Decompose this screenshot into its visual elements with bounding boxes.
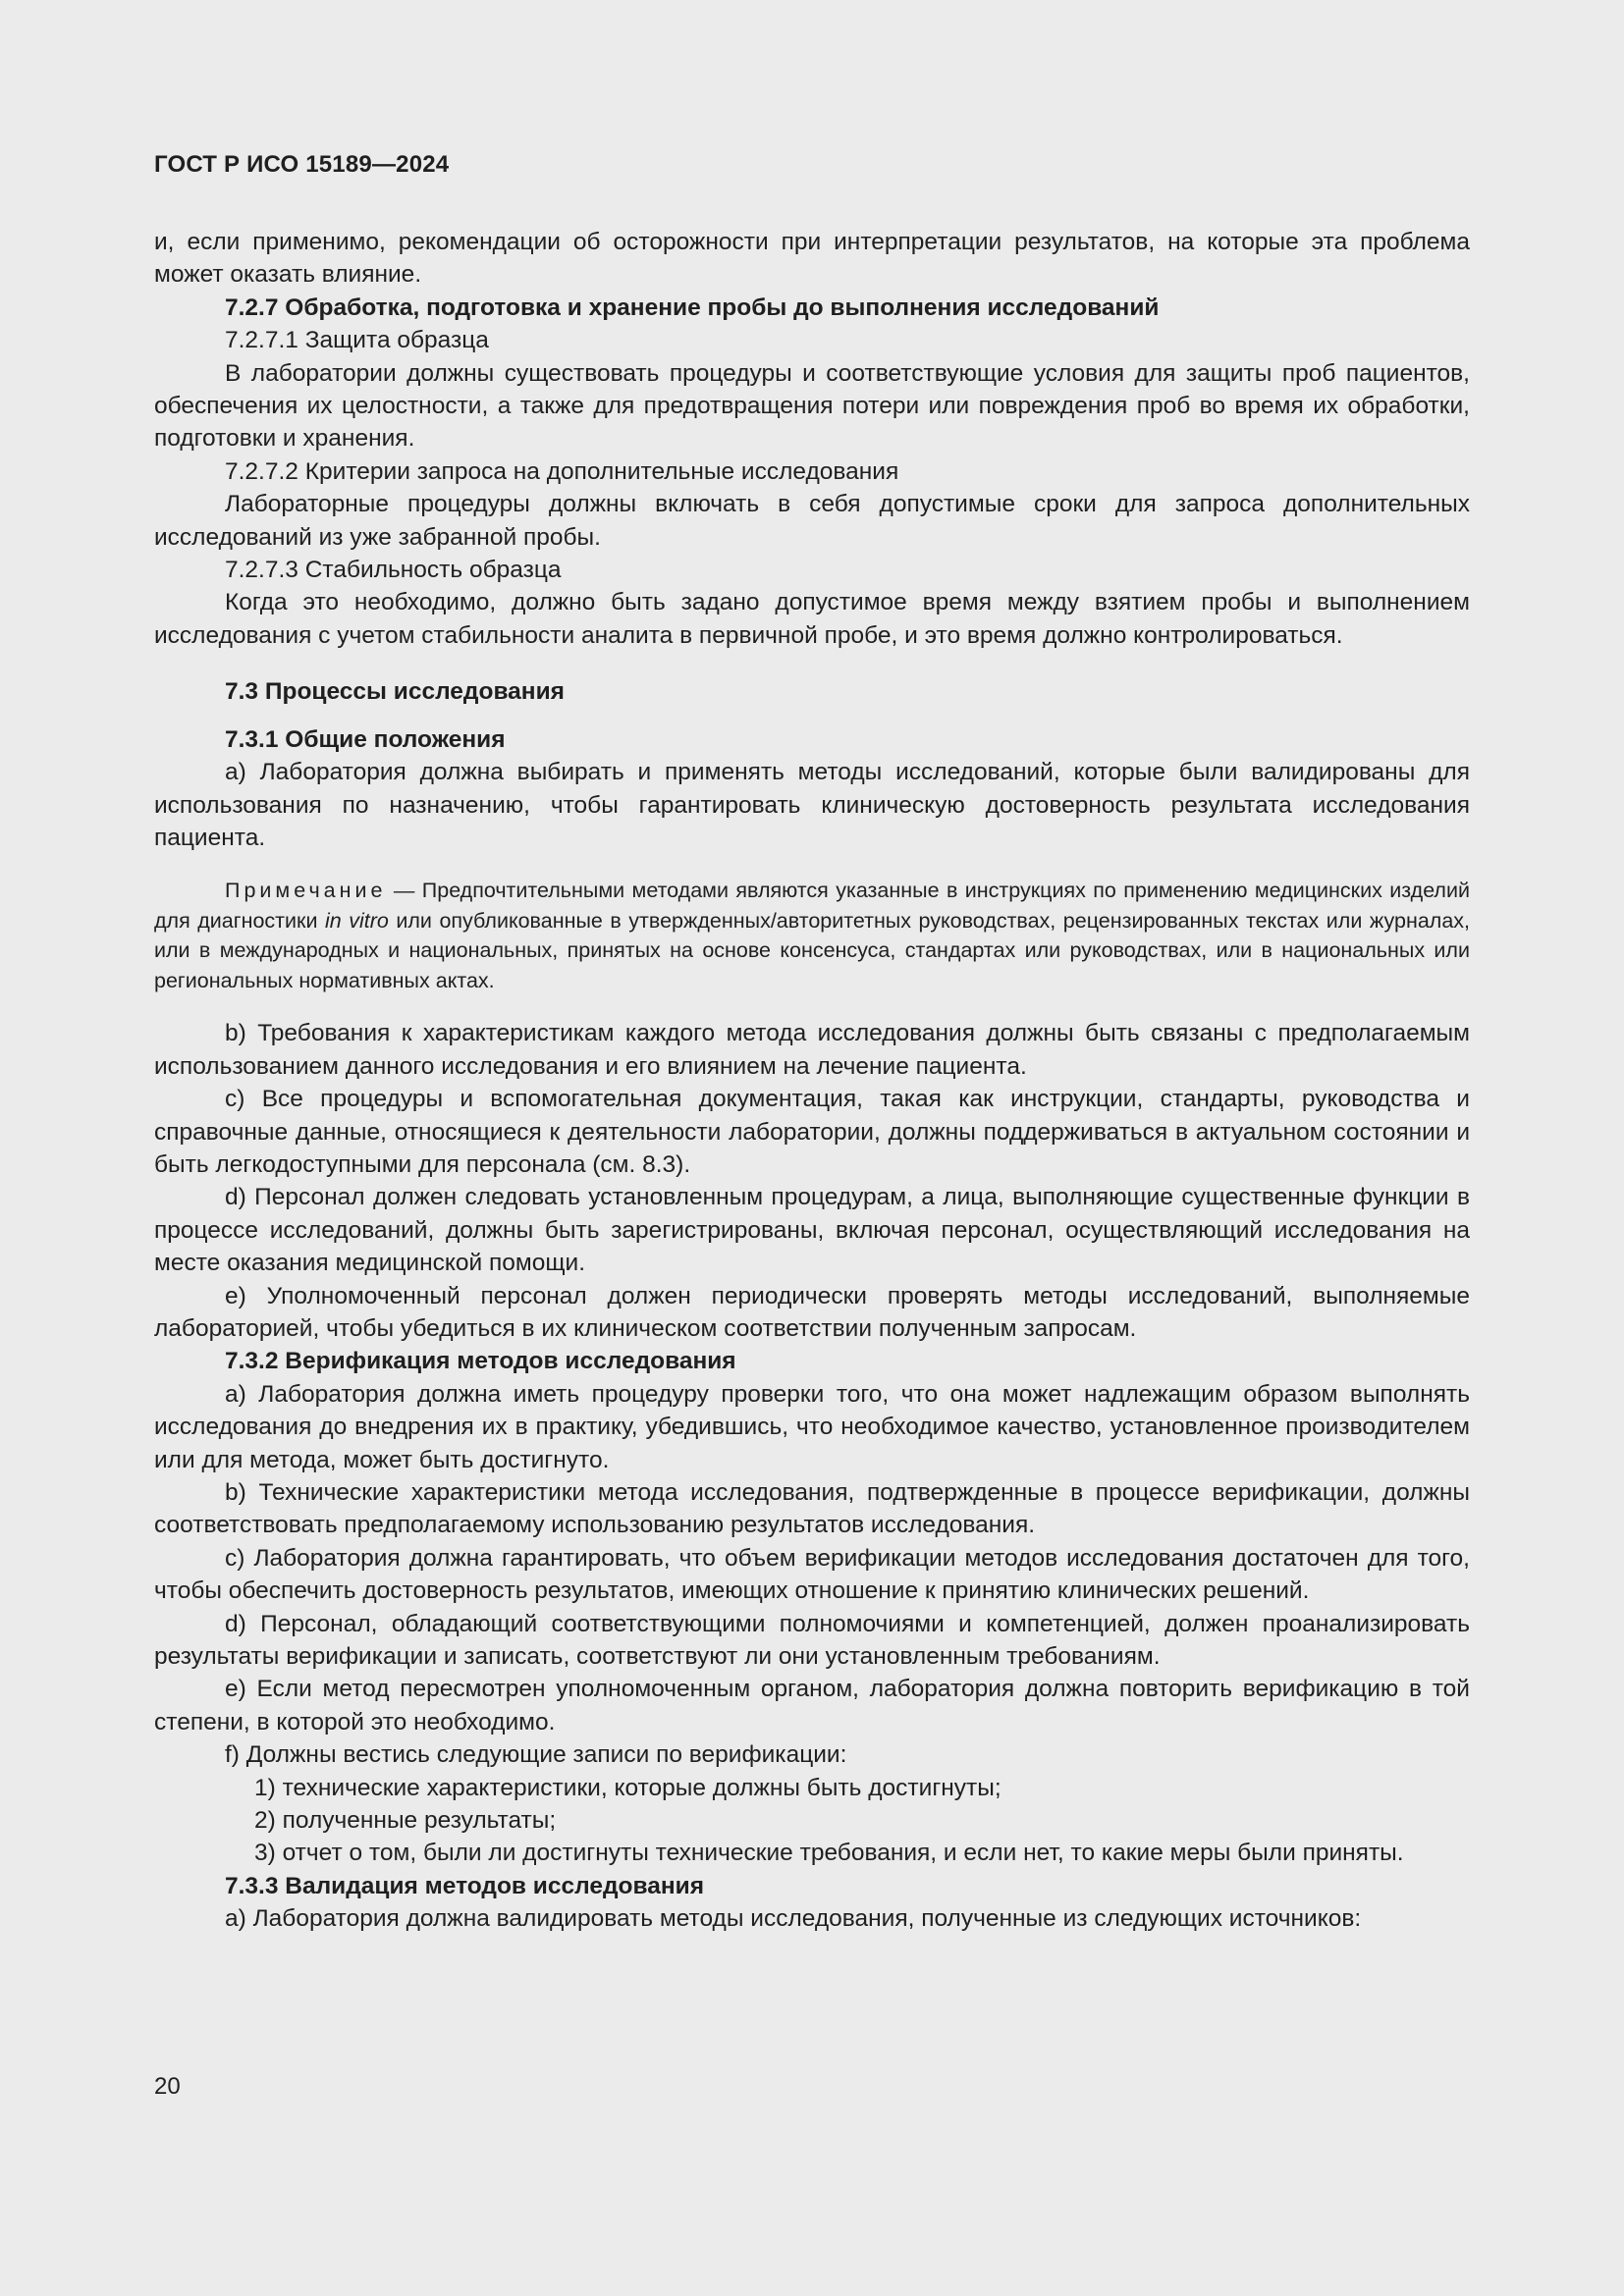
note-text: или опубликованные в утвержденных/авторитетных руководствах, рецензированных текстах или журналах, или в международных и национальных, принятых на основе консенсуса, стандартах или руководствах, или в национальных или региональных нормативных актах. <box>154 908 1471 992</box>
list-item: f) Должны вестись следующие записи по верификации: <box>225 1741 847 1769</box>
sub-list-item: 1) технические характеристики, которые должны быть достигнуты; <box>254 1774 1001 1801</box>
sub-list-item: 3) отчет о том, были ли достигнуты технические требования, и если нет, то какие меры были приняты. <box>254 1840 1404 1867</box>
note <box>154 876 1470 995</box>
list-item: e) Уполномоченный персонал должен периодически проверять методы исследований, выполняемые лабораторией, чтобы убедиться в их клиническом соответствии полученным запросам. <box>154 1282 1470 1342</box>
note-italic: in vitro <box>324 908 389 933</box>
page-number: 20 <box>154 2073 181 2100</box>
list-item: d) Персонал, обладающий соответствующими полномочиями и компетенцией, должен проанализировать результаты верификации и записать, соответствуют ли они установленным требованиям. <box>154 1610 1470 1671</box>
section-heading: 7.3.2 Верификация методов исследования <box>225 1348 736 1375</box>
sub-list-item: 2) полученные результаты; <box>254 1807 557 1835</box>
section-heading: 7.3.1 Общие положения <box>225 725 506 753</box>
subsection-title: 7.2.7.1 Защита образца <box>225 327 489 354</box>
list-item: a) Лаборатория должна иметь процедуру проверки того, что она может надлежащим образом выполнять исследования до внедрения их в практику, убедившись, что необходимое качество, установленное производителем или для метода, может быть достигнуто. <box>154 1380 1470 1473</box>
paragraph: Когда это необходимо, должно быть задано допустимое время между взятием пробы и выполнением исследования с учетом стабильности аналита в первичной пробе, и это время должно контролироваться. <box>154 589 1470 649</box>
list-item: b) Технические характеристики метода исследования, подтвержденные в процессе верификации, должны соответствовать предполагаемому использованию результатов исследования. <box>154 1479 1470 1539</box>
section-heading: 7.2.7 Обработка, подготовка и хранение пробы до выполнения исследований <box>225 294 1160 321</box>
list-item: c) Все процедуры и вспомогательная документация, такая как инструкции, стандарты, руководства и справочные данные, относящиеся к деятельности лаборатории, должны поддерживаться в актуальном состоянии и быть легкодоступными для персонала (см. 8.3). <box>154 1086 1470 1178</box>
section-heading: 7.3.3 Валидация методов исследования <box>225 1872 704 1899</box>
paragraph: В лаборатории должны существовать процедуры и соответствующие условия для защиты проб пациентов, обеспечения их целостности, а также для предотвращения потери или повреждения проб во время их обработки, подготовки и хранения. <box>154 359 1470 453</box>
subsection-title: 7.2.7.2 Критерии запроса на дополнительные исследования <box>225 457 899 485</box>
paragraph: Лабораторные процедуры должны включать в себя допустимые сроки для запроса дополнительных исследований из уже забранной пробы. <box>154 491 1470 551</box>
list-item: e) Если метод пересмотрен уполномоченным органом, лаборатория должна повторить верификацию в той степени, в которой это необходимо. <box>154 1676 1470 1735</box>
section-heading: 7.3 Процессы исследования <box>225 678 565 706</box>
subsection-title: 7.2.7.3 Стабильность образца <box>225 557 562 584</box>
paragraph: и, если применимо, рекомендации об осторожности при интерпретации результатов, на которые эта проблема может оказать влияние. <box>154 229 1470 289</box>
note-text: — Предпочтительными методами являются указанные в инструкциях по применению медицинских изделий для диагностики <box>154 879 1470 933</box>
list-item: b) Требования к характеристикам каждого метода исследования должны быть связаны с предполагаемым использованием данного исследования и его влиянием на лечение пациента. <box>154 1020 1470 1080</box>
document-header: ГОСТ Р ИСО 15189—2024 <box>154 151 450 178</box>
document-body <box>154 226 1470 1936</box>
list-item: a) Лаборатория должна выбирать и применять методы исследований, которые были валидированы для использования по назначению, чтобы гарантировать клиническую достоверность результата исследования пациента. <box>154 759 1470 851</box>
list-item: d) Персонал должен следовать установленным процедурам, а лица, выполняющие существенные функции в процессе исследований, должны быть зарегистрированы, включая персонал, осуществляющий исследования на месте оказания медицинской помощи. <box>154 1184 1470 1277</box>
note-label: Примечание <box>225 879 387 903</box>
list-item: a) Лаборатория должна валидировать методы исследования, полученные из следующих источников: <box>225 1905 1362 1933</box>
list-item: c) Лаборатория должна гарантировать, что объем верификации методов исследования достаточен для того, чтобы обеспечить достоверность результатов, имеющих отношение к принятию клинических решений. <box>154 1544 1470 1605</box>
